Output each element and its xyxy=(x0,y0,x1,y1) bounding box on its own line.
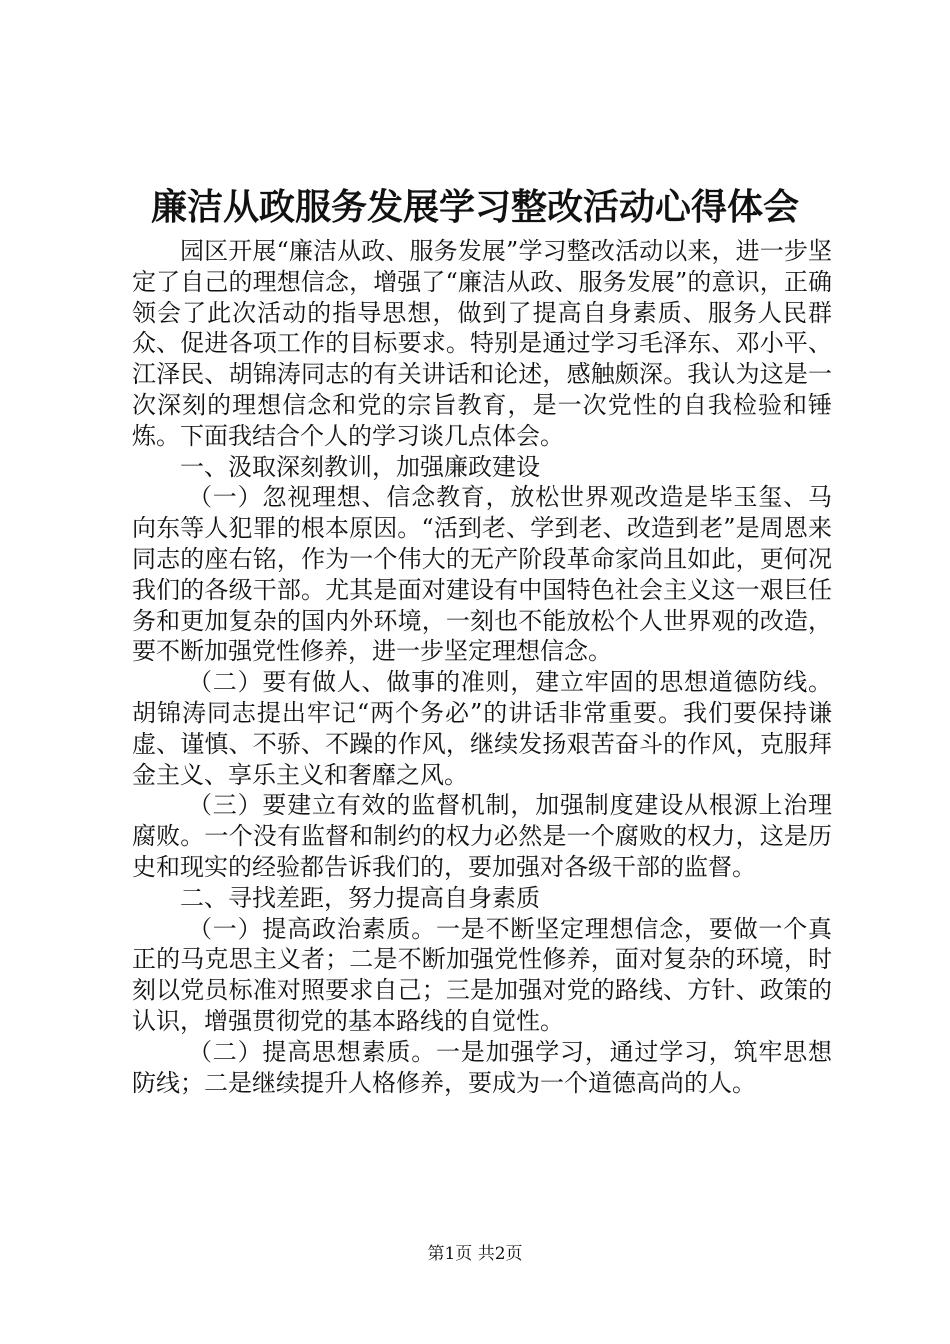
page-footer: 第1页 共2页 xyxy=(427,1244,523,1264)
paragraph-1-3: （三）要建立有效的监督机制，加强制度建设从根源上治理腐败。一个没有监督和制约的权力必然是一个腐败的权力，这是历史和现实的经验都告诉我们的，要加强对各级干部的监督。 xyxy=(132,791,832,881)
paragraph-1-1: （一）忽视理想、信念教育，放松世界观改造是毕玉玺、马向东等人犯罪的根本原因。“活到老、学到老、改造到老”是周恩来同志的座右铭，作为一个伟大的无产阶段革命家尚且如此，更何况我们的各级干部。尤其是面对建设有中国特色社会主义这一艰巨任务和更加复杂的国内外环境，一刻也不能放松个人世界观的改造，要不断加强党性修养，进一步坚定理想信念。 xyxy=(132,483,832,666)
paragraph-2-2: （二）提高思想素质。一是加强学习，通过学习，筑牢思想防线；二是继续提升人格修养，要成为一个道德高尚的人。 xyxy=(132,1037,832,1097)
document-body xyxy=(132,236,832,1098)
paragraph-2-1: （一）提高政治素质。一是不断坚定理想信念，要做一个真正的马克思主义者；二是不断加强党性修养，面对复杂的环境，时刻以党员标准对照要求自己；三是加强对党的路线、方针、政策的认识，增强贯彻党的基本路线的自觉性。 xyxy=(132,914,832,1035)
paragraph-1-2: （二）要有做人、做事的准则，建立牢固的思想道德防线。胡锦涛同志提出牢记“两个务必”的讲话非常重要。我们要保持谦虚、谨慎、不骄、不躁的作风，继续发扬艰苦奋斗的作风，克服拜金主义、享乐主义和奢靡之风。 xyxy=(132,668,832,789)
section-heading-1: 一、汲取深刻教训，加强廉政建设 xyxy=(180,452,540,481)
paragraph-intro: 园区开展“廉洁从政、服务发展”学习整改活动以来，进一步坚定了自己的理想信念，增强了“廉洁从政、服务发展”的意识，正确领会了此次活动的指导思想，做到了提高自身素质、服务人民群众、促进各项工作的目标要求。特别是通过学习毛泽东、邓小平、江泽民、胡锦涛同志的有关讲话和论述，感触颇深。我认为这是一次深刻的理想信念和党的宗旨教育，是一次党性的自我检验和锤炼。下面我结合个人的学习谈几点体会。 xyxy=(132,237,832,450)
section-heading-2: 二、寻找差距，努力提高自身素质 xyxy=(180,883,540,912)
document-title: 廉洁从政服务发展学习整改活动心得体会 xyxy=(150,187,799,228)
